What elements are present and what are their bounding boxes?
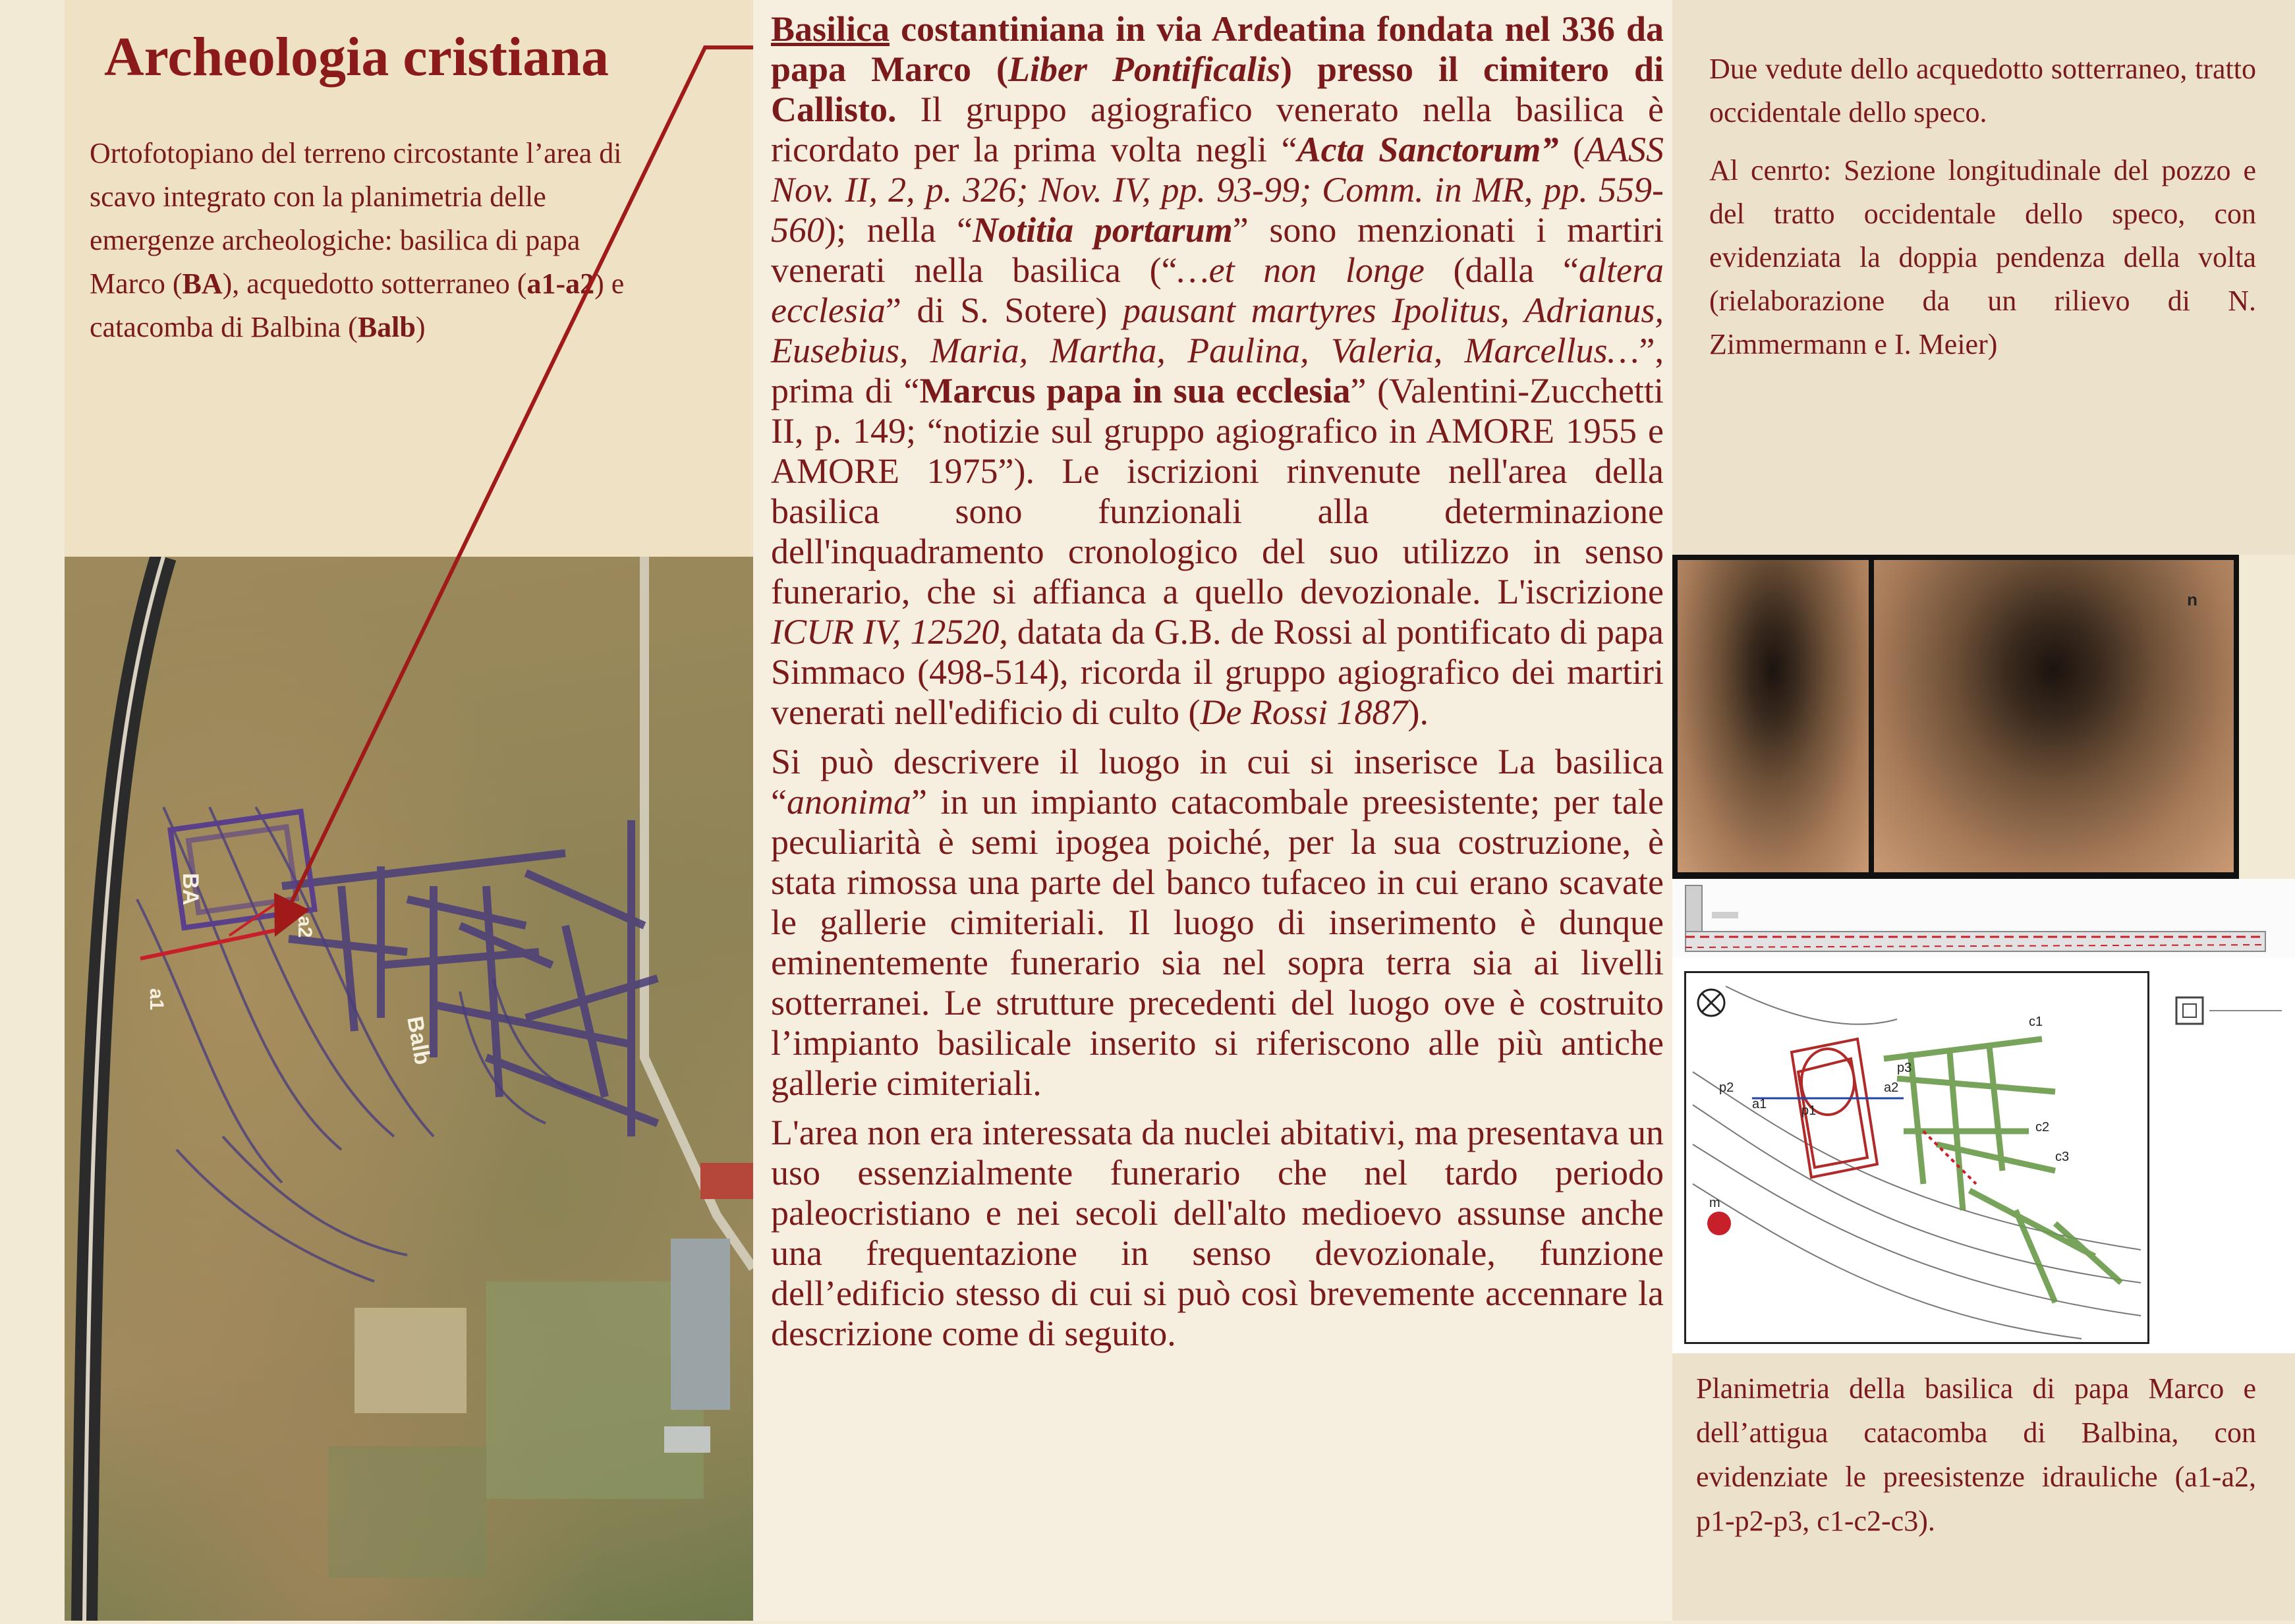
section-caption: Al cenrto: Sezione longitudinale del pozzo e del tratto occidentale dello speco, con evidenziata la doppia pendenza della volta (rielaborazione da un rilievo di N. Zimmermann e I. Meier): [1709, 154, 2256, 360]
plan-inset: [2163, 971, 2288, 1063]
basilica-plan: [171, 812, 315, 928]
svg-text:c3: c3: [2055, 1150, 2070, 1164]
caption-bold-ba: BA: [182, 267, 223, 300]
svg-text:a2: a2: [1884, 1080, 1899, 1095]
building: [671, 1239, 730, 1410]
building: [664, 1426, 710, 1453]
svg-text:m: m: [1709, 1196, 1720, 1210]
label-a2: a2: [294, 916, 316, 938]
caption-text: ), acquedotto sotterraneo (: [222, 267, 527, 300]
left-caption: [90, 132, 637, 349]
label-ba: BA: [178, 873, 203, 906]
svg-text:p3: p3: [1897, 1061, 1912, 1075]
left-intro-panel: [65, 0, 753, 557]
catacomb-network: [282, 820, 658, 1136]
label-a1: a1: [146, 988, 167, 1011]
aqueduct-views-caption: Due vedute dello acquedotto sotterraneo, tratto occidentale dello speco.: [1709, 53, 2256, 128]
plan-caption: Planimetria della basilica di papa Marco e dell’attigua catacomba di Balbina, con evidenziate le preesistenze idrauliche (a1-a2, p1-p2-p3, c1-c2-c3).: [1696, 1372, 2256, 1537]
svg-text:p1: p1: [1801, 1104, 1817, 1118]
aqueduct-photos: [1672, 555, 2239, 879]
paragraph-1: Basilica costantiniana in via Ardeatina fondata nel 336 da papa Marco (Liber Pontificalis) presso il cimitero di Callisto. Il gruppo agiografico venerato nella basilica è ricordato per la prima volta negli “Acta Sanctorum” (AASS Nov. II, 2, p. 326; Nov. IV, pp. 93-99; Comm. in MR, pp. 559-560); nella “Notitia portarum” sono menzionati i martiri venerati nella basilica (“…et non longe (dalla “altera ecclesia” di S. Sotere) pausant martyres Ipolitus, Adrianus, Eusebius, Maria, Martha, Paulina, Valeria, Marcellus…”, prima di “Marcus papa in sua ecclesia” (Valentini-Zucchetti II, p. 149; “notizie sul gruppo agiografico in AMORE 1955 e AMORE 1975”). Le iscrizioni rinvenute nell'area della basilica sono funzionali alla determinazione dell'inquadramento cronologico del suo utilizzo in senso funerario, che si affianca a quello devozionale. L'iscrizione ICUR IV, 12520, datata da G.B. de Rossi al pontificato di papa Simmaco (498-514), ricorda il gruppo agiografico dei martiri venerati nell'edificio di culto (De Rossi 1887).: [771, 9, 1664, 732]
photo-label: n: [2187, 590, 2197, 609]
aqueduct-line: [140, 929, 282, 959]
field-patch: [328, 1446, 486, 1578]
main-text-column: [753, 0, 1672, 1621]
plan-contours: [1693, 986, 2141, 1339]
paragraph-3: L'area non era interessata da nuclei abitativi, ma presentava un uso essenzialmente funerario che nel tardo periodo paleocristiano e nei secoli dell'alto medioevo assunse anche una frequentazione in senso devozionale, funzione dell’edificio stesso di cui si può così brevemente accennare la descrizione come di seguito.: [771, 1113, 1664, 1353]
body-text: [771, 9, 1664, 1363]
caption-text: Ortofotopiano del terreno circostante l’area di scavo integrato con la planimetria delle emergenze archeologiche: basilica di papa Marco (: [90, 137, 622, 300]
caption-text: ) e catacomba di Balbina (: [90, 267, 625, 343]
page-title: Archeologia cristiana: [104, 26, 609, 88]
well-marker: [1707, 1212, 1731, 1235]
aerial-orthophoto: [65, 557, 753, 1621]
field-road: [644, 557, 753, 1268]
paragraph-2: Si può descrivere il luogo in cui si inserisce La basilica “anonima” in un impianto catacombale preesistente; per tale peculiarità è semi ipogea poiché, per la sua costruzione, è stata rimossa una parte del banco tufaceo in cui erano scavate le gallerie cimiteriali. Il luogo di inserimento è dunque eminentemente funerario sia nel sopra terra sia ai livelli sotterranei. Le strutture precedenti del luogo ove è costruito l’impianto basilicale inserito si riferiscono alle più antiche gallerie cimiteriali.: [771, 742, 1664, 1103]
building: [700, 1163, 753, 1199]
excavation-area: [354, 1308, 467, 1413]
right-top-panel: [1672, 0, 2295, 555]
aqueduct-photo-1: [1678, 560, 1869, 872]
longitudinal-section: [1672, 879, 2295, 958]
section-drawing: [1672, 879, 2295, 958]
plan-drawing: [1686, 973, 2147, 1342]
basilica-link: Basilica: [771, 9, 890, 49]
catacomb-green-network: [1884, 1039, 2121, 1302]
catacomb-plan: [1684, 971, 2149, 1344]
aerial-map-overlay: [65, 557, 753, 1621]
right-bottom-panel: [1672, 1353, 2295, 1621]
label-balb: Balb: [402, 1014, 436, 1067]
plan-panel: [1672, 958, 2295, 1353]
caption-bold-balb: Balb: [357, 311, 416, 343]
svg-text:c2: c2: [2035, 1120, 2050, 1134]
svg-text:c1: c1: [2029, 1015, 2043, 1029]
caption-text: ): [415, 311, 426, 343]
caption-bold-a1a2: a1-a2: [526, 267, 595, 300]
aqueduct-photo-2: [1874, 560, 2234, 872]
right-caption-top: [1709, 47, 2256, 381]
svg-text:a1: a1: [1752, 1097, 1767, 1111]
svg-text:p2: p2: [1719, 1080, 1734, 1095]
